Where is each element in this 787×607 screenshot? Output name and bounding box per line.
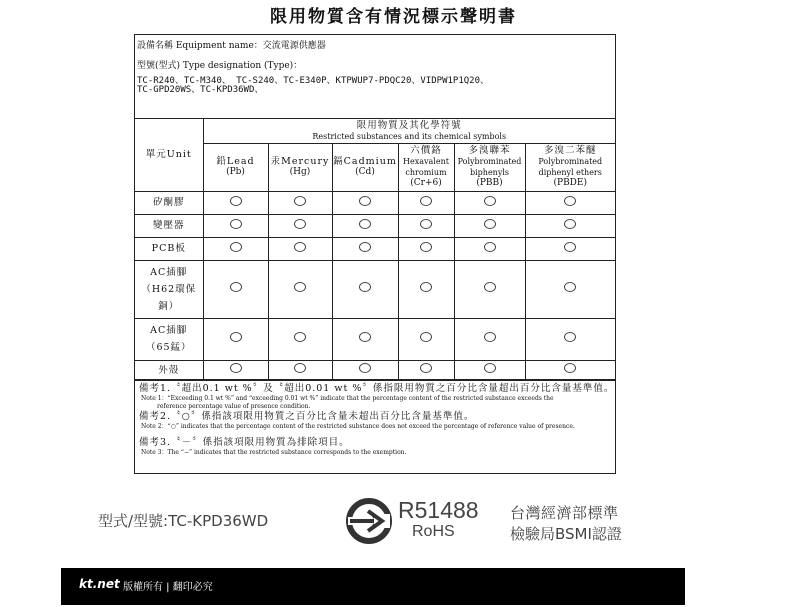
circle-mark-icon <box>420 196 432 206</box>
column-symbol: (Hg) <box>289 167 311 177</box>
column-header-lead <box>203 143 268 191</box>
declaration-form <box>134 34 616 474</box>
circle-mark-icon <box>420 363 432 373</box>
column-name: 多溴聯苯 <box>468 145 511 156</box>
table-row <box>135 214 615 237</box>
status-cell <box>332 360 398 380</box>
status-cell <box>398 214 454 237</box>
column-name-en: Polybrominated diphenyl ethers <box>538 157 603 177</box>
status-cell <box>454 360 525 380</box>
status-cell <box>525 191 615 214</box>
model-tag: 型式/型號:TC-KPD36WD <box>98 512 269 530</box>
circle-mark-icon <box>484 332 496 342</box>
status-cell <box>268 260 332 318</box>
bsmi-mark-icon <box>344 496 394 546</box>
column-symbol: (PBB) <box>476 178 503 188</box>
brand-logo: kt.net <box>79 577 120 591</box>
circle-mark-icon <box>359 282 371 292</box>
note-1-en: Note 1：“Exceeding 0.1 wt %” and “exceeding 0.01 wt %” indicate that the percentage content of the restricted substance exceeds the <box>141 395 554 402</box>
circle-mark-icon <box>420 219 432 229</box>
status-cell <box>203 191 268 214</box>
status-cell <box>454 260 525 318</box>
circle-mark-icon <box>564 242 576 252</box>
equipment-header <box>135 35 615 119</box>
circle-mark-icon <box>230 219 242 229</box>
circle-mark-icon <box>420 282 432 292</box>
circle-mark-icon <box>564 282 576 292</box>
row-label: 變壓器 <box>135 214 203 237</box>
table-row <box>135 237 615 260</box>
circle-mark-icon <box>359 332 371 342</box>
circle-mark-icon <box>564 196 576 206</box>
status-cell <box>525 260 615 318</box>
circle-mark-icon <box>564 363 576 373</box>
status-cell <box>268 360 332 380</box>
circle-mark-icon <box>230 196 242 206</box>
circle-mark-icon <box>294 242 306 252</box>
circle-mark-icon <box>359 219 371 229</box>
status-cell <box>203 360 268 380</box>
status-cell <box>332 214 398 237</box>
note-3-en: Note 3：The “−” indicates that the restricted substance corresponds to the exemption. <box>141 449 407 456</box>
circle-mark-icon <box>484 242 496 252</box>
status-cell <box>332 237 398 260</box>
circle-mark-icon <box>484 282 496 292</box>
column-name: 鉛Lead <box>216 156 255 167</box>
column-name: 六價鉻 <box>410 145 442 156</box>
column-name: 多溴二苯醚 <box>543 145 597 156</box>
table-row <box>135 318 615 360</box>
column-symbol: (Cd) <box>355 167 375 177</box>
equipment-name: 設備名稱 Equipment name：交流電源供應器 <box>137 41 326 51</box>
unit-header: 單元Unit <box>135 119 203 191</box>
column-header-cadmium <box>332 143 398 191</box>
status-cell <box>454 214 525 237</box>
column-header-pbb <box>454 143 525 191</box>
circle-mark-icon <box>230 282 242 292</box>
column-name-en: Hexavalent chromium <box>403 157 449 177</box>
circle-mark-icon <box>230 363 242 373</box>
status-cell <box>525 360 615 380</box>
row-label: 矽酮膠 <box>135 191 203 214</box>
column-name: 汞Mercury <box>270 156 330 167</box>
table-row <box>135 360 615 380</box>
note-1-zh: 備考1.〝超出0.1 wt %〞及〝超出0.01 wt %〞係指限用物質之百分比含量超出百分比含量基準值。 <box>139 383 615 394</box>
status-cell <box>268 214 332 237</box>
status-cell <box>525 318 615 360</box>
table-row <box>135 191 615 214</box>
status-cell <box>454 318 525 360</box>
notes-section <box>135 379 615 473</box>
status-cell <box>525 237 615 260</box>
status-cell <box>398 191 454 214</box>
copyright-text: 版權所有 | 翻印必究 <box>123 582 213 593</box>
circle-mark-icon <box>294 219 306 229</box>
group-header-zh: 限用物質及其化學符號 <box>356 119 462 131</box>
column-symbol: (Cr+6) <box>410 178 442 188</box>
bsmi-authority-line-2: 檢驗局BSMI認證 <box>510 525 622 543</box>
model-list <box>137 77 489 95</box>
column-symbol: (Pb) <box>226 167 245 177</box>
status-cell <box>454 191 525 214</box>
column-header-hexavalent-chromium <box>398 143 454 191</box>
note-3-zh: 備考3.〝－〞係指該項限用物質為排除項目。 <box>139 437 350 448</box>
circle-mark-icon <box>359 196 371 206</box>
circle-mark-icon <box>294 196 306 206</box>
substance-table <box>135 119 615 381</box>
rohs-label: RoHS <box>412 523 455 540</box>
note-2-en: Note 2：“○” indicates that the percentage content of the restricted substance does not exceed the percentage of reference value of presence. <box>141 423 575 430</box>
status-cell <box>398 237 454 260</box>
status-cell <box>332 260 398 318</box>
status-cell <box>203 214 268 237</box>
group-header-en: Restricted substances and its chemical symbols <box>312 131 507 141</box>
status-cell <box>268 237 332 260</box>
footer-bar <box>61 568 685 605</box>
model-list-line-2: TC-GPD20WS、TC-KPD36WD、 <box>137 85 264 95</box>
table-row <box>135 260 615 318</box>
column-symbol: (PBDE) <box>553 178 587 188</box>
circle-mark-icon <box>564 219 576 229</box>
status-cell <box>454 237 525 260</box>
circle-mark-icon <box>359 363 371 373</box>
row-label: AC插腳（65錳） <box>135 318 203 360</box>
status-cell <box>398 360 454 380</box>
status-cell <box>398 260 454 318</box>
circle-mark-icon <box>484 196 496 206</box>
status-cell <box>398 318 454 360</box>
column-name: 鎘Cadmium <box>333 156 397 167</box>
circle-mark-icon <box>564 332 576 342</box>
bsmi-authority-line-1: 台灣經濟部標準 <box>510 504 619 522</box>
column-name-en: Polybrominated biphenyls <box>457 157 522 177</box>
status-cell <box>525 214 615 237</box>
status-cell <box>268 191 332 214</box>
circle-mark-icon <box>230 242 242 252</box>
status-cell <box>268 318 332 360</box>
circle-mark-icon <box>359 242 371 252</box>
status-cell <box>203 237 268 260</box>
row-label: AC插腳（H62環保銅） <box>135 260 203 318</box>
status-cell <box>203 318 268 360</box>
circle-mark-icon <box>294 282 306 292</box>
note-2-zh: 備考2.〝○〞係指該項限用物質之百分比含量未超出百分比含量基準值。 <box>139 411 475 422</box>
circle-mark-icon <box>420 332 432 342</box>
note-1-en-cont: reference percentage value of presence condition. <box>157 403 311 410</box>
circle-mark-icon <box>294 332 306 342</box>
column-header-mercury <box>268 143 332 191</box>
substances-group-header <box>203 119 615 143</box>
circle-mark-icon <box>420 242 432 252</box>
bsmi-registration-code: R51488 <box>398 497 479 523</box>
circle-mark-icon <box>484 363 496 373</box>
circle-mark-icon <box>484 219 496 229</box>
column-header-pbde <box>525 143 615 191</box>
status-cell <box>203 260 268 318</box>
type-designation-label: 型號(型式) Type designation (Type)： <box>137 61 303 71</box>
status-cell <box>332 191 398 214</box>
model-list-line-1: TC-R240、TC-M340、 TC-S240、TC-E340P、KTPWUP7-PDQC20、VIDPW1P1Q20、 <box>137 76 490 86</box>
declaration-title: 限用物質含有情況標示聲明書 <box>270 7 517 27</box>
circle-mark-icon <box>294 363 306 373</box>
row-label: PCB板 <box>135 237 203 260</box>
status-cell <box>332 318 398 360</box>
row-label: 外殼 <box>135 360 203 380</box>
circle-mark-icon <box>230 332 242 342</box>
